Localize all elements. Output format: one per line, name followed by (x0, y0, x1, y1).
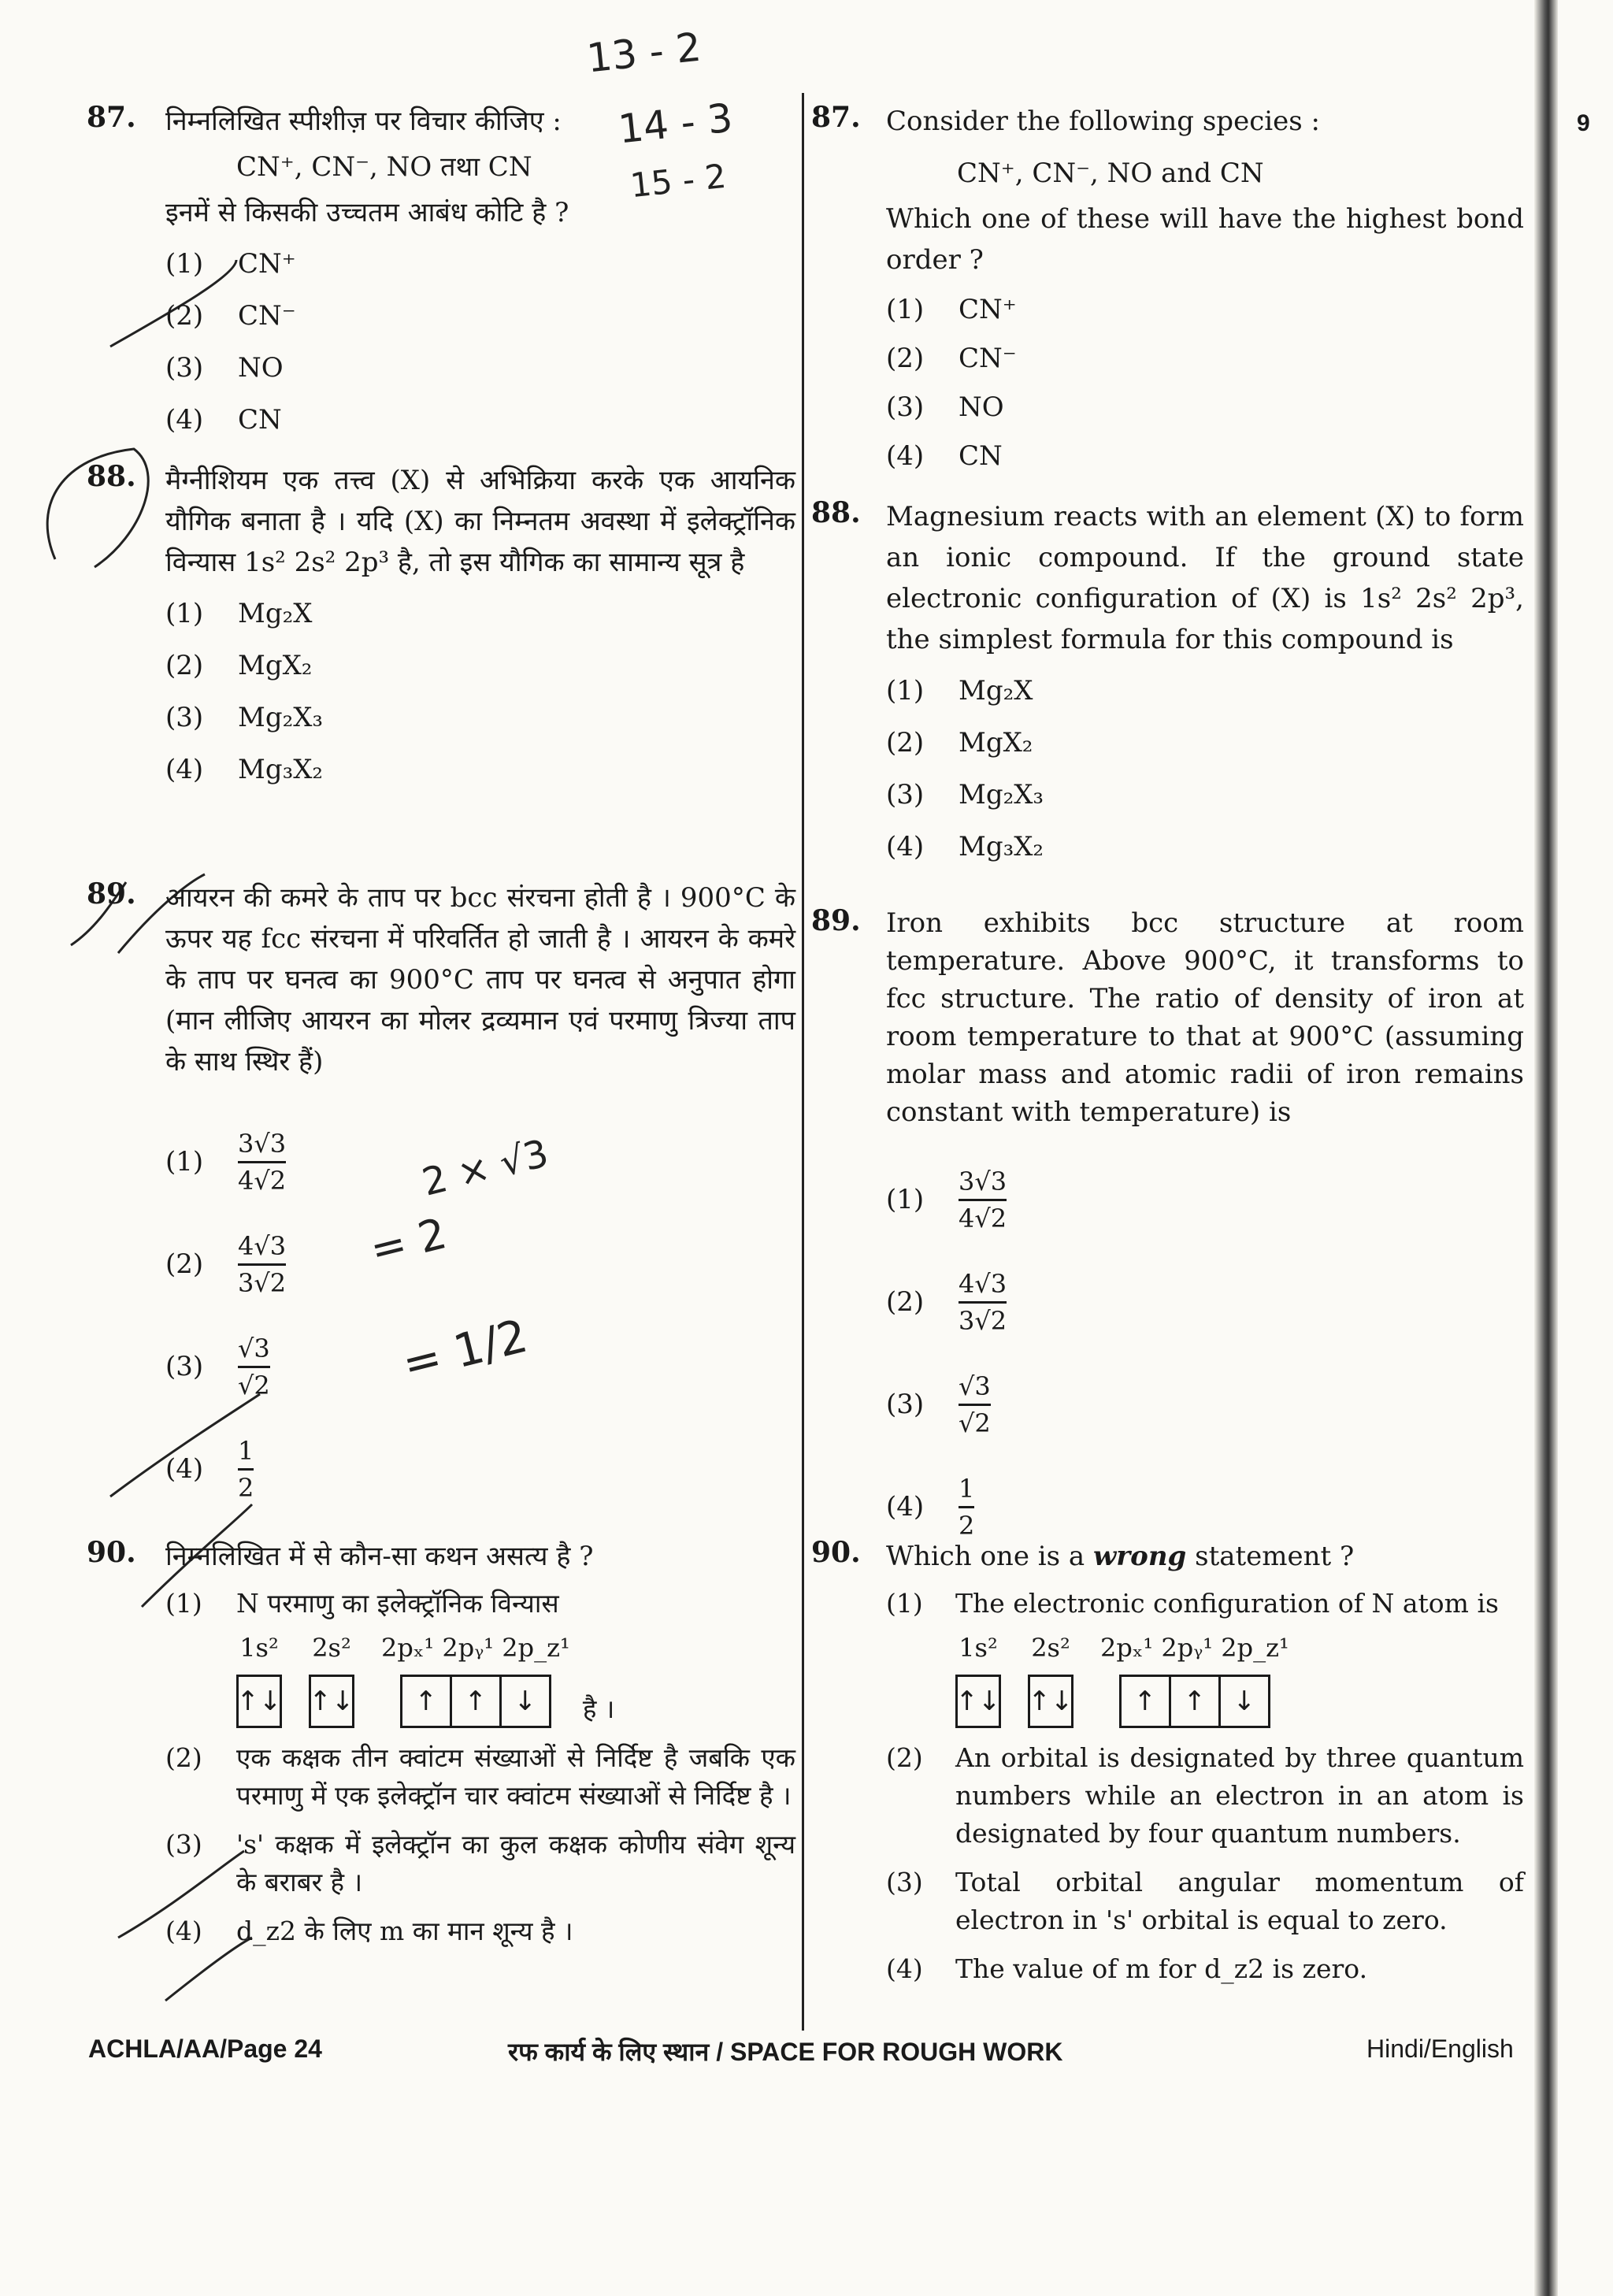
footer-page-code: ACHLA/AA/Page 24 (88, 2035, 322, 2063)
question-text: निम्नलिखित स्पीशीज़ पर विचार कीजिए : (165, 106, 562, 137)
option-1[interactable]: (1) CN⁺ (165, 248, 296, 280)
question-text: आयरन की कमरे के ताप पर bcc संरचना होती है । 900°C के ऊपर यह fcc संरचना में परिवर्तित हो जाती है । आयरन के कमरे के ताप पर घनत्व का 900°C ताप पर घनत्व से अनुपात होगा (मान लीजिए आयरन का मोलर द्रव्यमान एवं परमाणु त्रिज्या ताप के साथ स्थिर हैं) (165, 882, 795, 1078)
options (165, 1111, 795, 1520)
option-3[interactable]: (3) Mg₂X₃ (165, 702, 324, 733)
question-number: 90. (87, 1536, 136, 1569)
option-2[interactable]: (2) $\frac{4√3}{3√2}$ (886, 1268, 1007, 1336)
question-89-hindi (87, 877, 795, 1520)
question-90-english (811, 1536, 1524, 1999)
handwritten-work-3: = 1/2 (397, 1308, 533, 1392)
electron-config-diagram: 1s² ↑↓ 2s² ↑↓ 2pₓ¹ 2pᵧ¹ 2p_z¹ ↑ ↑ ↓ (955, 1629, 1499, 1728)
orbital-box: ↑↓ (236, 1686, 282, 1717)
option-1[interactable]: (1) $\frac{3√3}{4√2}$ (886, 1166, 1007, 1233)
option-4[interactable]: (4) $\frac{1}{2}$ (165, 1435, 254, 1503)
option-1[interactable]: (1) $\frac{3√3}{4√2}$ (165, 1128, 287, 1196)
option-4[interactable]: (4) CN (886, 440, 1003, 472)
option-3[interactable]: (3) 's' कक्षक में इलेक्ट्रॉन का कुल कक्षक कोणीय संवेग शून्य के बराबर है । (165, 1829, 795, 1897)
option-4[interactable]: (4) Mg₃X₂ (165, 754, 324, 785)
question-number: 88. (87, 460, 136, 493)
orbital-box: ↑ (414, 1686, 438, 1717)
question-number: 89. (811, 904, 861, 937)
option-1[interactable]: (1) Mg₂X (165, 598, 313, 629)
column-divider (802, 93, 804, 2031)
orbital-box: ↑ (1169, 1677, 1218, 1726)
question-text: Magnesium reacts with an element (X) to form an ionic compound. If the ground state electronic configuration of (X) is 1s² 2s² 2p³, the simplest formula for this compound is (886, 501, 1524, 655)
option-2[interactable]: (2) An orbital is designated by three quantum numbers while an electron in an atom is designated by four quantum numbers. (886, 1742, 1524, 1849)
option-4[interactable]: (4) CN (165, 404, 282, 436)
question-text: Consider the following species : (886, 106, 1320, 137)
question-prompt: इनमें से किसकी उच्चतम आबंध कोटि है ? (165, 197, 569, 228)
question-87-hindi (87, 101, 795, 446)
option-3[interactable]: (3) $\frac{√3}{√2}$ (165, 1333, 270, 1400)
page-number: 9 (1577, 110, 1590, 136)
footer-rough-work: रफ कार्य के लिए स्थान / SPACE FOR ROUGH WORK (508, 2038, 1063, 2066)
option-3[interactable]: (3) Mg₂X₃ (886, 779, 1044, 810)
question-90-hindi (87, 1536, 795, 1961)
question-number: 88. (811, 496, 861, 529)
option-2[interactable]: (2) CN⁻ (165, 300, 296, 332)
option-2[interactable]: (2) $\frac{4√3}{3√2}$ (165, 1230, 287, 1298)
handwritten-work-1: 2 × √3 (417, 1131, 553, 1205)
option-1[interactable]: (1) Mg₂X (886, 675, 1033, 707)
question-number: 87. (87, 101, 136, 134)
orbital-box: ↑ (450, 1677, 499, 1726)
question-text: Which one is a wrong statement ? (886, 1541, 1355, 1572)
footer-language: Hindi/English (1366, 2035, 1514, 2063)
option-2[interactable]: (2) एक कक्षक तीन क्वांटम संख्याओं से निर्दिष्ट है जबकि एक परमाणु में एक इलेक्ट्रॉन चार क्वांटम संख्याओं से निर्दिष्ट है । (165, 1742, 795, 1811)
orbital-box: ↓ (499, 1677, 549, 1726)
option-4[interactable]: (4) d_z2 के लिए m का मान शून्य है । (165, 1916, 573, 1946)
question-number: 89. (87, 877, 136, 911)
options (886, 665, 1524, 873)
question-text: निम्नलिखित में से कौन-सा कथन असत्य है ? (165, 1541, 594, 1572)
option-3[interactable]: (3) Total orbital angular momentum of electron in 's' orbital is equal to zero. (886, 1867, 1524, 1935)
option-2[interactable]: (2) CN⁻ (886, 343, 1017, 374)
option-4[interactable]: (4) The value of m for d_z2 is zero. (886, 1953, 1368, 1984)
option-1[interactable]: (1) CN⁺ (886, 294, 1017, 325)
options (165, 588, 795, 796)
option-3[interactable]: (3) $\frac{√3}{√2}$ (886, 1371, 991, 1438)
species-list: CN⁺, CN⁻, NO तथा CN (236, 151, 532, 183)
option-4[interactable]: (4) $\frac{1}{2}$ (886, 1473, 975, 1541)
options (886, 1148, 1524, 1558)
orbital-box: ↑ (1133, 1686, 1157, 1717)
question-87-english (811, 101, 1524, 480)
question-number: 90. (811, 1536, 861, 1569)
option-4[interactable]: (4) Mg₃X₂ (886, 831, 1044, 862)
options (886, 285, 1524, 480)
question-88-hindi (87, 460, 795, 796)
electron-config-diagram: 1s² ↑↓ 2s² ↑↓ 2pₓ¹ 2pᵧ¹ 2p_z¹ ↑ ↑ ↓ (236, 1629, 570, 1728)
options (165, 238, 795, 446)
question-89-english (811, 904, 1524, 1558)
handwritten-note-2: 14 - 3 (616, 95, 735, 153)
question-88-english (811, 496, 1524, 873)
handwritten-note-1: 13 - 2 (584, 24, 703, 82)
option-3[interactable]: (3) NO (165, 352, 284, 384)
handwritten-note-3: 15 - 2 (628, 156, 729, 206)
option-2[interactable]: (2) MgX₂ (886, 727, 1033, 759)
question-prompt: Which one of these will have the highest bond order ? (886, 203, 1524, 276)
question-text: Iron exhibits bcc structure at room temperature. Above 900°C, it transforms to fcc structure. The ratio of density of iron at room temperature to that at 900°C (assuming molar mass and atomic radii of iron remains constant with temperature) is (886, 907, 1524, 1128)
option-1[interactable]: (1) The electronic configuration of N atom is 1s² ↑↓ 2s² ↑↓ 2pₓ¹ 2pᵧ¹ 2p_z¹ ↑ ↑ ↓ (886, 1585, 1524, 1728)
option-3[interactable]: (3) NO (886, 391, 1004, 423)
species-list: CN⁺, CN⁻, NO and CN (957, 158, 1264, 189)
option-1[interactable]: (1) N परमाणु का इलेक्ट्रॉनिक विन्यास 1s² ↑↓ 2s² ↑↓ 2pₓ¹ 2pᵧ¹ 2p_z¹ ↑ ↑ ↓ है । (165, 1585, 795, 1728)
page-edge (1534, 0, 1558, 2296)
handwritten-work-2: = 2 (365, 1208, 451, 1275)
option-2[interactable]: (2) MgX₂ (165, 650, 313, 681)
orbital-box: ↑↓ (955, 1686, 1001, 1717)
question-text: मैग्नीशियम एक तत्त्व (X) से अभिक्रिया करके एक आयनिक यौगिक बनाता है । यदि (X) का निम्नतम अवस्था में इलेक्ट्रॉनिक विन्यास 1s² 2s² 2p³ है, तो इस यौगिक का सामान्य सूत्र है (165, 465, 795, 578)
orbital-box: ↑↓ (309, 1686, 354, 1717)
question-number: 87. (811, 101, 861, 134)
orbital-box: ↓ (1218, 1677, 1268, 1726)
orbital-box: ↑↓ (1028, 1686, 1073, 1717)
